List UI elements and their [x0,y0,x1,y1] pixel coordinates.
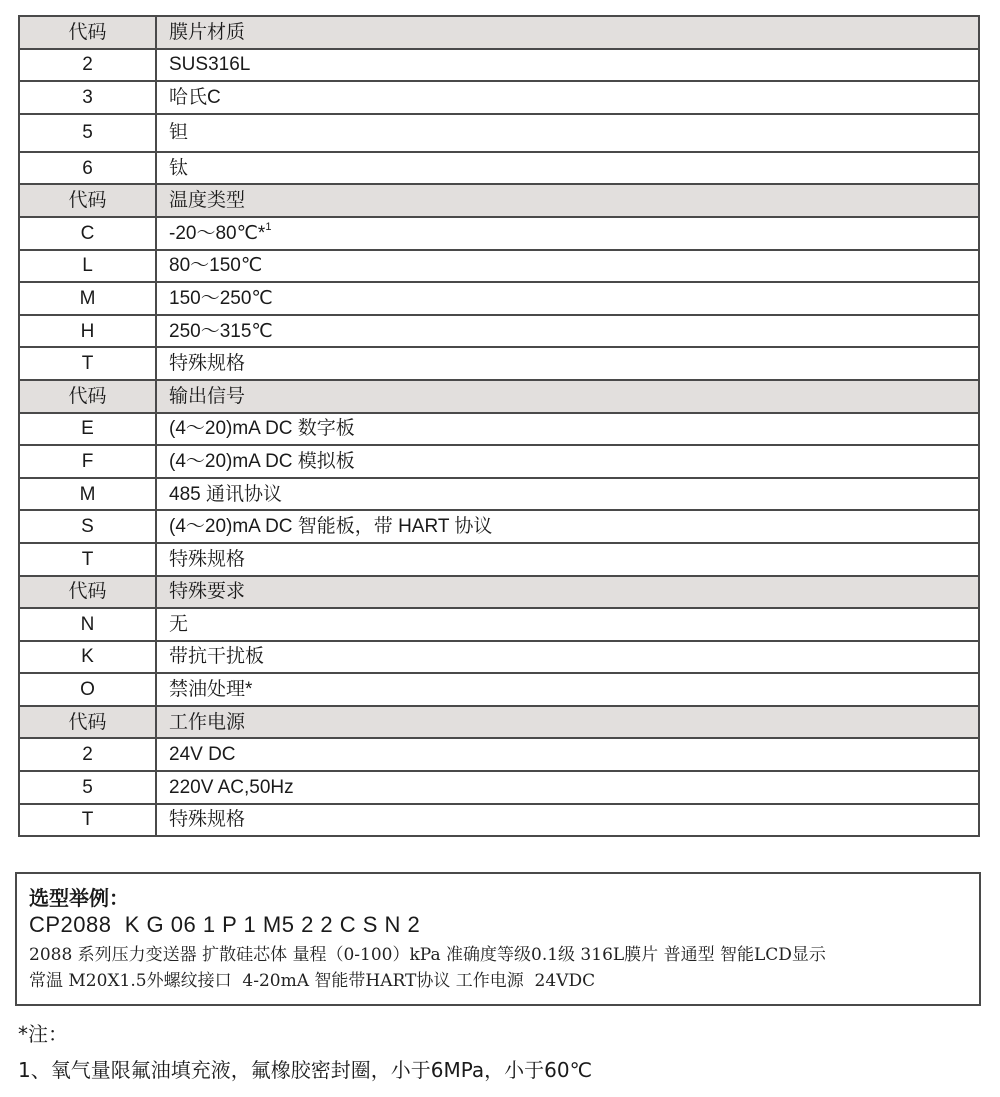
row-code: M [19,282,156,315]
row-desc: 哈氏C [156,81,979,114]
row-code: E [19,413,156,446]
row-desc: 禁油处理* [156,673,979,706]
section-header-temperature-type [19,184,979,217]
row-code: 5 [19,114,156,152]
row-desc: 150～250℃ [156,282,979,315]
header-label: 特殊要求 [156,576,979,609]
row-code: F [19,445,156,478]
example-model-code: CP2088 K G 06 1 P 1 M5 2 2 C S N 2 [29,912,421,937]
model-selection-table [18,15,980,837]
table-row [19,804,979,837]
row-desc: 无 [156,608,979,641]
table-row [19,152,979,185]
row-code: L [19,250,156,283]
section-header-special-requirements [19,576,979,609]
row-code: 2 [19,738,156,771]
table-row [19,347,979,380]
table-row [19,217,979,250]
row-desc-text: -20～80℃* [169,222,266,244]
section-header-output-signal [19,380,979,413]
selection-example-box [15,872,981,1006]
table-row [19,608,979,641]
row-desc: 带抗干扰板 [156,641,979,674]
notes-title: *注： [18,1022,68,1046]
row-code: O [19,673,156,706]
header-label: 工作电源 [156,706,979,739]
row-code: K [19,641,156,674]
footnote-marker: 1 [265,220,272,233]
row-code: N [19,608,156,641]
row-code: T [19,347,156,380]
example-title: 选型举例： [29,886,129,910]
row-desc: 钛 [156,152,979,185]
section-header-diaphragm-material [19,16,979,49]
row-desc: 特殊规格 [156,804,979,837]
header-code: 代码 [19,184,156,217]
table-row [19,114,979,152]
row-desc: 250～315℃ [156,315,979,348]
row-desc: SUS316L [156,49,979,82]
row-code: M [19,478,156,511]
row-desc: 220V AC,50Hz [156,771,979,804]
header-label: 温度类型 [156,184,979,217]
table-row [19,738,979,771]
table-row [19,315,979,348]
header-code: 代码 [19,706,156,739]
row-code: H [19,315,156,348]
row-desc: 钽 [156,114,979,152]
example-description-line-2: 常温 M20X1.5外螺纹接口 4-20mA 智能带HART协议 工作电源 24VDC [29,971,596,991]
table-row [19,81,979,114]
row-desc: 特殊规格 [156,347,979,380]
header-code: 代码 [19,380,156,413]
row-code: T [19,804,156,837]
row-desc [156,217,979,250]
note-item: 1、氧气量限氟油填充液，氟橡胶密封圈，小于6MPa，小于60℃ [18,1058,593,1082]
row-desc: (4～20)mA DC 模拟板 [156,445,979,478]
row-code: 2 [19,49,156,82]
table-row [19,478,979,511]
table-row [19,250,979,283]
header-label: 膜片材质 [156,16,979,49]
header-code: 代码 [19,16,156,49]
row-code: T [19,543,156,576]
row-code: C [19,217,156,250]
table-row [19,49,979,82]
table-row [19,445,979,478]
header-code: 代码 [19,576,156,609]
table-row [19,673,979,706]
table-row [19,771,979,804]
header-label: 输出信号 [156,380,979,413]
row-desc: 80～150℃ [156,250,979,283]
table-row [19,282,979,315]
row-desc: (4～20)mA DC 数字板 [156,413,979,446]
row-desc: 24V DC [156,738,979,771]
row-desc: 特殊规格 [156,543,979,576]
table-row [19,413,979,446]
section-header-power-supply [19,706,979,739]
table-row [19,641,979,674]
example-description-line-1: 2088 系列压力变送器 扩散硅芯体 量程（0-100）kPa 准确度等级0.1级 316L膜片 普通型 智能LCD显示 [29,945,826,965]
table-row [19,543,979,576]
row-code: 3 [19,81,156,114]
row-code: 5 [19,771,156,804]
row-code: S [19,510,156,543]
row-desc: 485 通讯协议 [156,478,979,511]
table-row [19,510,979,543]
row-code: 6 [19,152,156,185]
row-desc: (4～20)mA DC 智能板，带 HART 协议 [156,510,979,543]
